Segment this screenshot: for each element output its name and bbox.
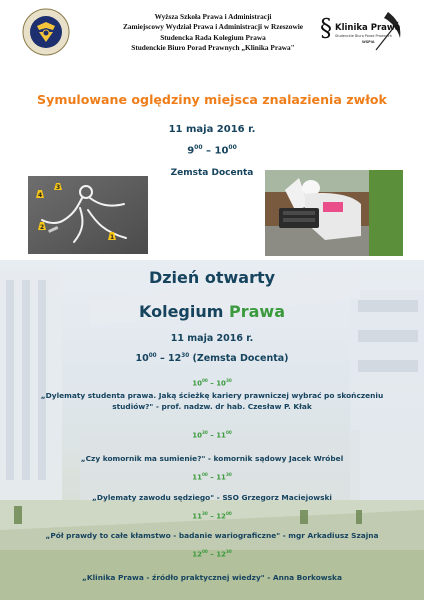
slot-time: $11^{00} - 11^{30}$ [192, 472, 232, 482]
event2-title-word-kolegium: Kolegium [138, 302, 224, 321]
crime-scene-outline-photo [28, 176, 148, 254]
slot-time: $11^{30} - 12^{00}$ [192, 511, 232, 521]
logo-abbr-text: WSPiA [362, 40, 375, 44]
header-line-clinic: Studenckie Biuro Porad Prawnych „Klinika Prawa" [131, 43, 295, 53]
event2-time: $10^{00} - 12^{30}$ (Zemsta Docenta) [135, 353, 289, 365]
klinika-prawa-logo [318, 8, 406, 62]
event1-place: Zemsta Docenta [170, 168, 254, 178]
logo-sub-text: Studenckie Biuro Porad Prawnych [335, 34, 392, 38]
event2-title-word-prawa: Prawa [229, 302, 286, 321]
slot-time: $10^{30} - 11^{00}$ [192, 430, 232, 440]
slot-time: $10^{00} - 10^{30}$ [192, 378, 232, 388]
talk-item: „Dylematy zawodu sędziego" - SSO Grzegorz Maciejowski [92, 493, 332, 502]
event1-time: $9^{00} - 10^{00}$ [187, 144, 237, 157]
svg-text:§: § [320, 14, 332, 42]
talk-item: „Czy komornik ma sumienie?" - komornik sądowy Jacek Wróbel [80, 454, 344, 463]
talk-item: „Klinika Prawa - źródło praktycznej wiedzy" - Anna Borkowska [82, 573, 342, 582]
event2-date: 11 maja 2016 r. [170, 333, 254, 344]
header-line-faculty: Zamiejscowy Wydział Prawa i Administracji w Rzeszowie [123, 22, 303, 32]
talk-item: „Pół prawdy to całe kłamstwo - badanie wariograficzne" - mgr Arkadiusz Szajna [45, 531, 379, 540]
header-line-university: Wyższa Szkoła Prawa i Administracji [154, 12, 272, 21]
event1-title: Symulowane oględziny miejsca znalazienia zwłok [37, 92, 387, 107]
event1-date: 11 maja 2016 r. [168, 124, 256, 135]
header-line-council: Studencka Rada Kolegium Prawa [160, 32, 266, 42]
talk-item: „Dylematy studenta prawa. Jaką ścieżkę kariery prawniczej wybrać po skończeniu studiów?" - prof. nadzw. dr hab. Czesław P. Kłak [40, 391, 384, 411]
svg-text:1: 1 [110, 234, 115, 241]
institution-header [80, 12, 346, 54]
svg-text:2: 2 [40, 224, 45, 231]
event2-title-line2 [0, 302, 424, 321]
slot-time: $12^{00} - 12^{30}$ [192, 549, 232, 559]
svg-text:3: 3 [56, 184, 61, 191]
forensic-investigator-photo [265, 170, 403, 256]
logo-main-text: Klinika Prawa [335, 23, 401, 33]
svg-text:4: 4 [38, 192, 43, 199]
university-seal-logo [22, 8, 70, 56]
event2-title-line1: Dzień otwarty [148, 268, 276, 287]
